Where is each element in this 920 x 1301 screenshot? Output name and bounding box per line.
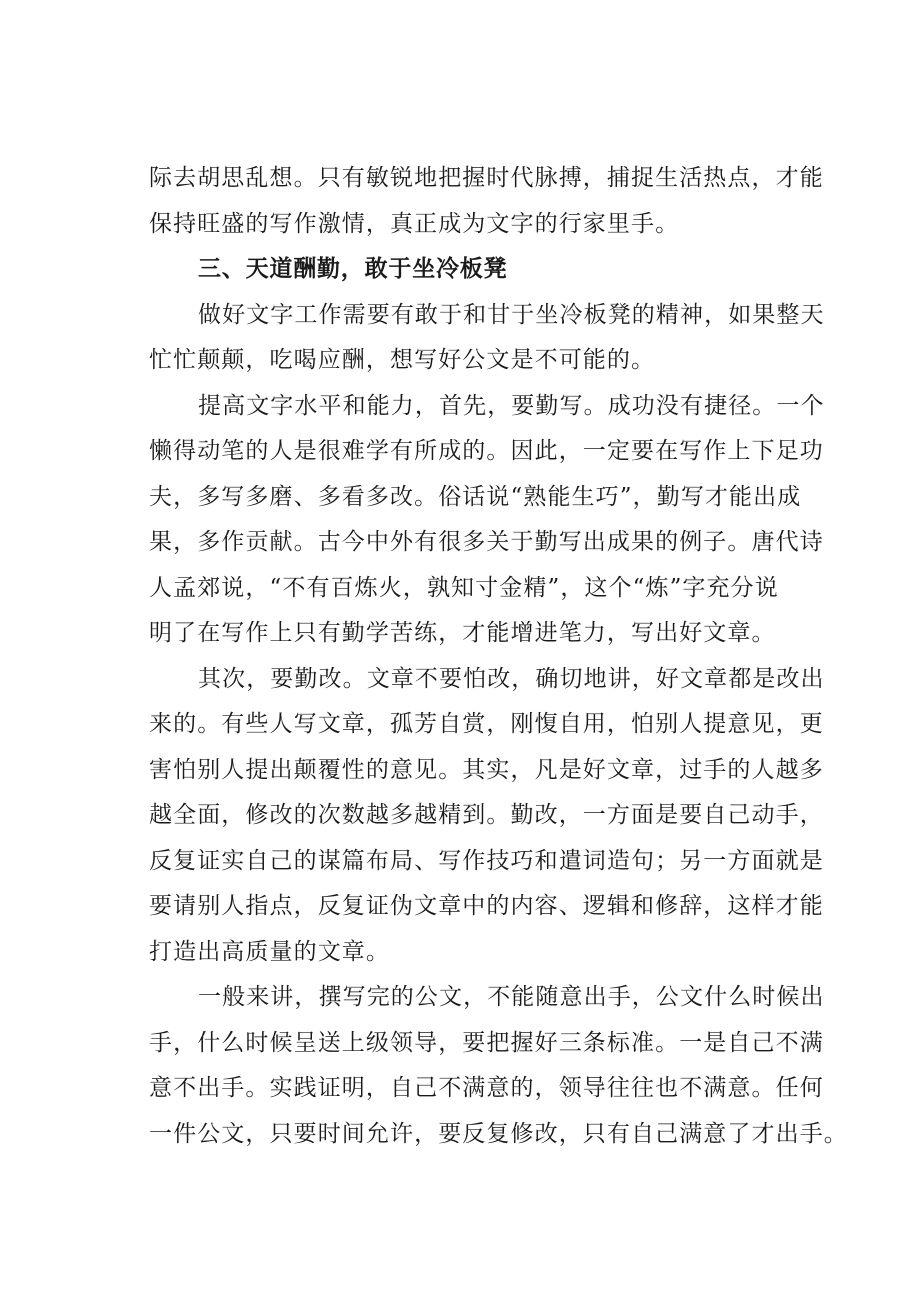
paragraph-line: 越全面，修改的次数越多越精到。勤改，一方面是要自己动手， bbox=[149, 802, 824, 828]
paragraph-line: 来的。有些人写文章，孤芳自赏，刚愎自用，怕别人提意见，更 bbox=[149, 711, 824, 737]
paragraph-line: 一般来讲，撰写完的公文，不能随意出手，公文什么时候出 bbox=[198, 984, 825, 1010]
paragraph-line: 手，什么时候呈送上级领导，要把握好三条标准。一是自己不满 bbox=[149, 1029, 824, 1056]
paragraph-line: 明了在写作上只有勤学苦练，才能增进笔力，写出好文章。 bbox=[149, 620, 776, 646]
paragraph-line: 意不出手。实践证明，自己不满意的，领导往往也不满意。任何 bbox=[149, 1075, 824, 1101]
paragraph-line: 害怕别人提出颠覆性的意见。其实，凡是好文章，过手的人越多 bbox=[149, 756, 824, 783]
paragraph-line: 反复证实自己的谋篇布局、写作技巧和遣词造句；另一方面就是 bbox=[149, 847, 824, 874]
paragraph-line: 夫，多写多磨、多看多改。俗话说“熟能生巧”，勤写才能出成 bbox=[149, 483, 802, 510]
paragraph-line: 际去胡思乱想。只有敏锐地把握时代脉搏，捕捉生活热点，才能 bbox=[149, 165, 824, 191]
paragraph-line: 打造出高质量的文章。 bbox=[149, 938, 390, 965]
paragraph-line: 人孟郊说，“不有百炼火，孰知寸金精”，这个“炼”字充分说 bbox=[149, 574, 779, 601]
paragraph-line: 做好文字工作需要有敢于和甘于坐冷板凳的精神，如果整天 bbox=[198, 301, 825, 328]
paragraph-line: 懒得动笔的人是很难学有所成的。因此，一定要在写作上下足功 bbox=[149, 438, 824, 464]
section-heading: 三、天道酬勤，敢于坐冷板凳 bbox=[198, 256, 508, 282]
document-body bbox=[149, 156, 848, 1157]
paragraph-line: 果，多作贡献。古今中外有很多关于勤写出成果的例子。唐代诗 bbox=[149, 529, 824, 555]
paragraph-line: 保持旺盛的写作激情，真正成为文字的行家里手。 bbox=[149, 210, 680, 237]
paragraph-line: 要请别人指点，反复证伪文章中的内容、逻辑和修辞，这样才能 bbox=[149, 893, 824, 919]
paragraph-line: 忙忙颠颠，吃喝应酬，想写好公文是不可能的。 bbox=[149, 347, 656, 373]
paragraph-line: 一件公文，只要时间允许，要反复修改，只有自己满意了才出手。 bbox=[149, 1120, 848, 1147]
paragraph-line: 提高文字水平和能力，首先，要勤写。成功没有捷径。一个 bbox=[198, 392, 825, 419]
paragraph-line: 其次，要勤改。文章不要怕改，确切地讲，好文章都是改出 bbox=[198, 665, 825, 692]
